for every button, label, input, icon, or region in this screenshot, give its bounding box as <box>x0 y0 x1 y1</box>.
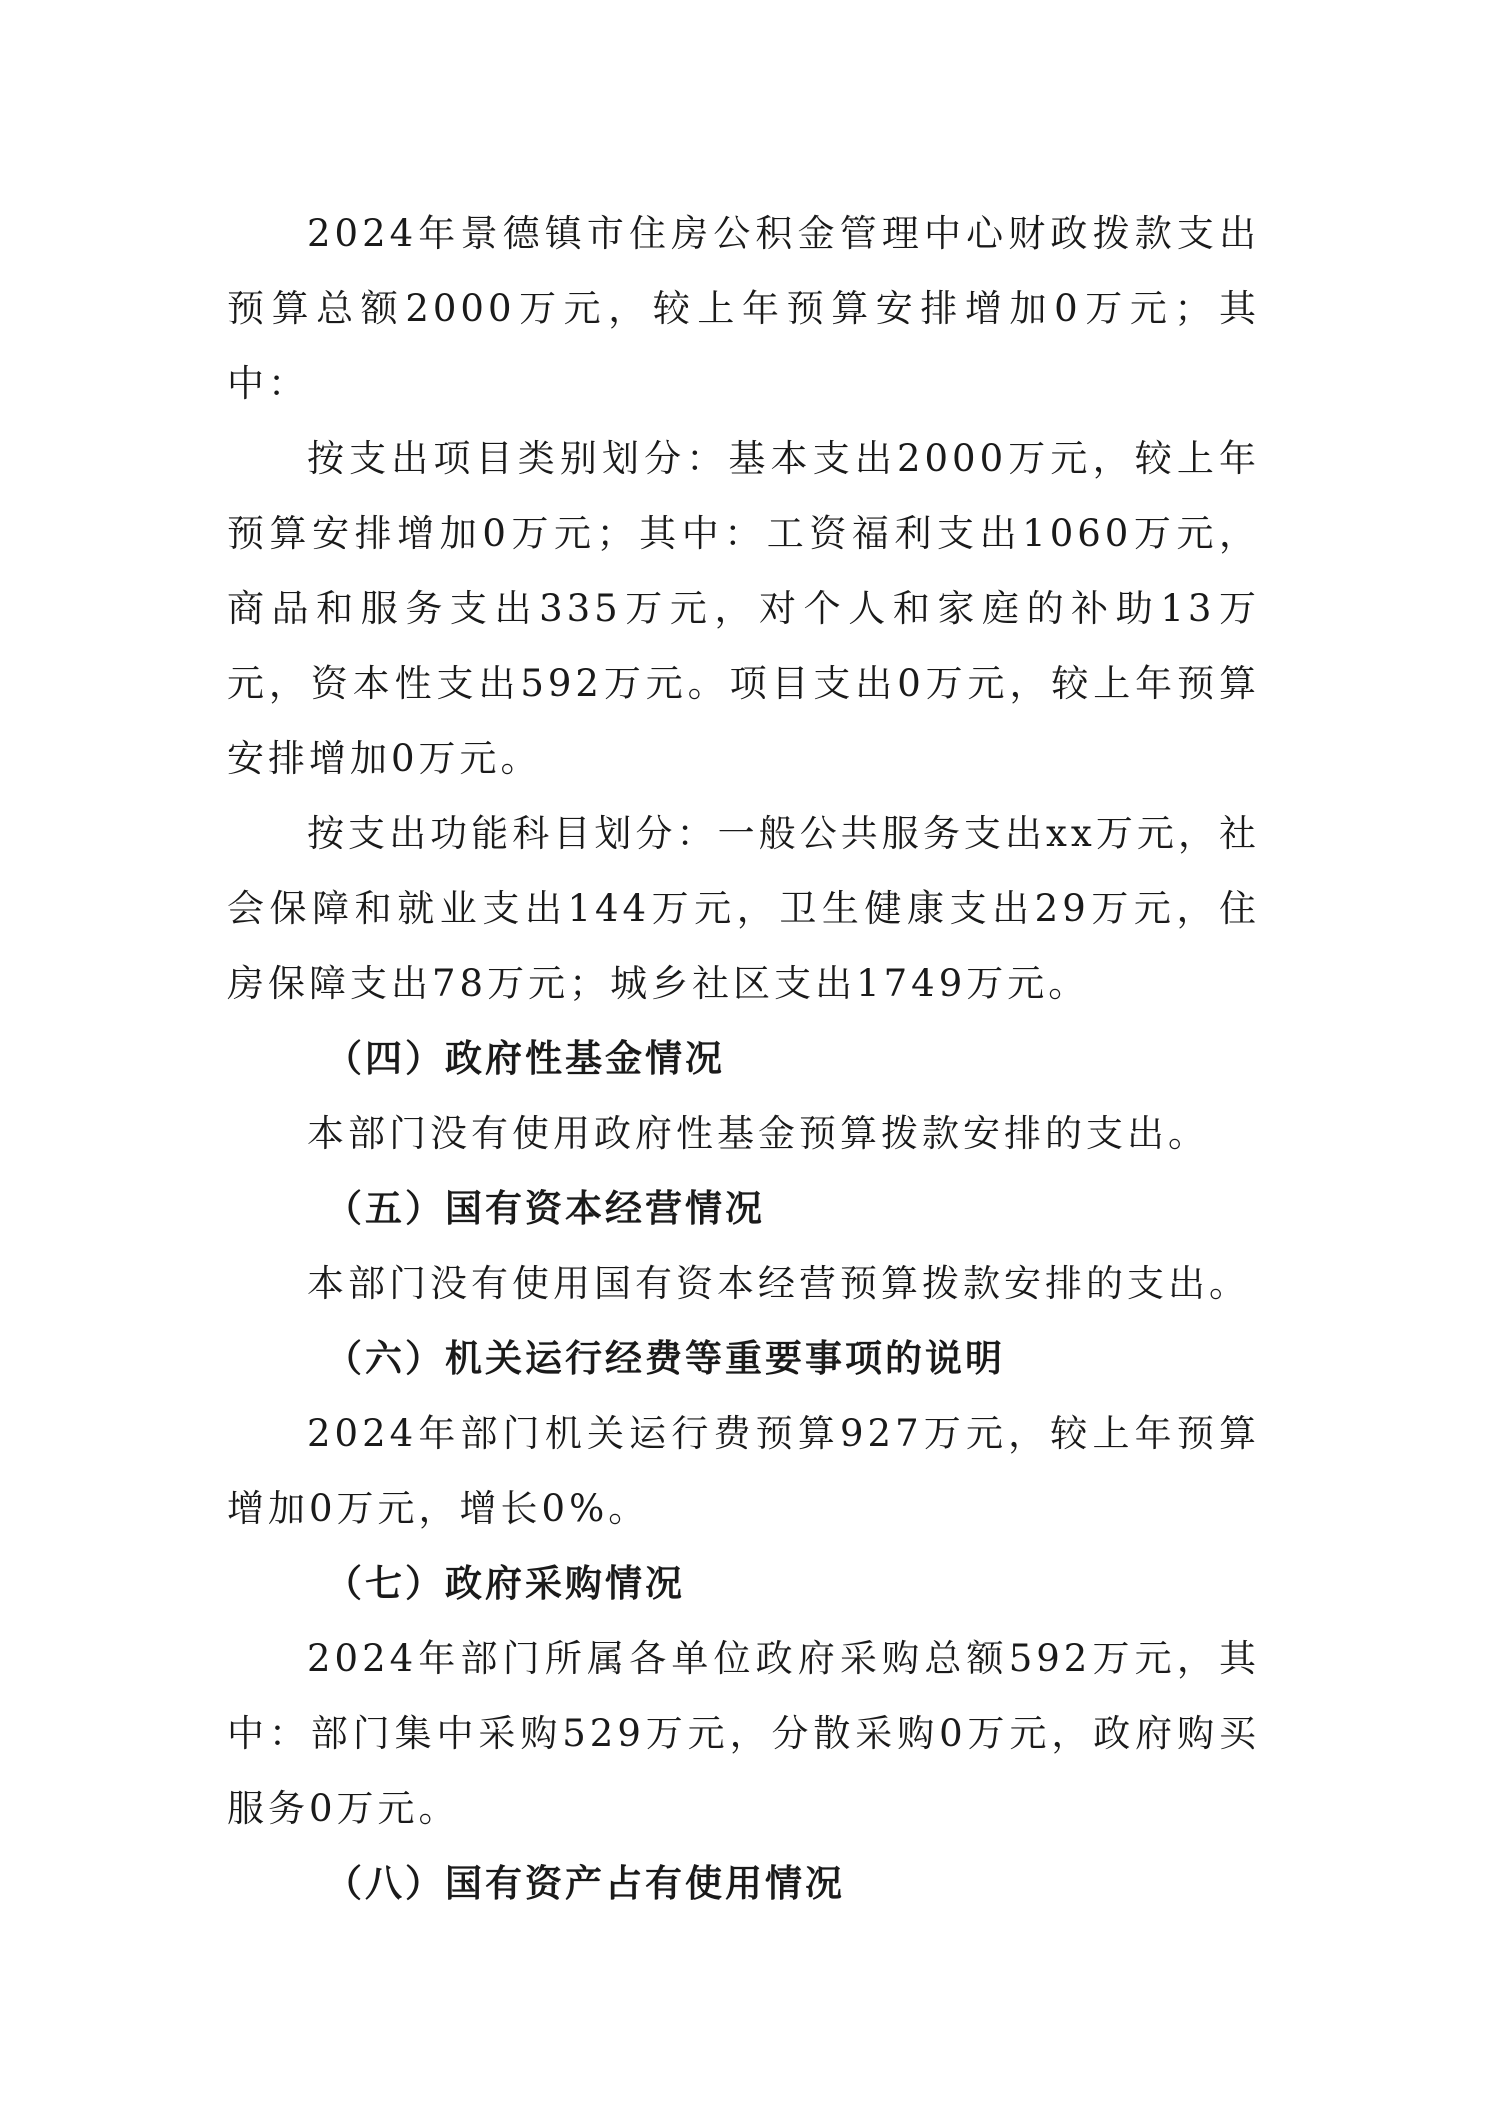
state-capital-paragraph: 本部门没有使用国有资本经营预算拨款安排的支出。 <box>307 1262 1250 1305</box>
operating-costs-paragraph: 2024年部门机关运行费预算927万元，较上年预算增加0万元，增长0%。 <box>227 1412 1260 1530</box>
section-heading-procurement: （七）政府采购情况 <box>325 1561 685 1605</box>
document-page <box>227 196 1260 1921</box>
expenditure-by-category-paragraph: 按支出项目类别划分：基本支出2000万元，较上年预算安排增加0万元；其中：工资福利支出1060万元，商品和服务支出335万元，对个人和家庭的补助13万元，资本性支出592万元。项目支出0万元，较上年预算安排增加0万元。 <box>227 437 1260 780</box>
section-heading-operating-costs: （六）机关运行经费等重要事项的说明 <box>325 1336 1005 1380</box>
section-heading-state-capital: （五）国有资本经营情况 <box>325 1186 765 1230</box>
expenditure-by-function-paragraph: 按支出功能科目划分：一般公共服务支出xx万元，社会保障和就业支出144万元，卫生健康支出29万元，住房保障支出78万元；城乡社区支出1749万元。 <box>227 812 1260 1005</box>
government-funds-paragraph: 本部门没有使用政府性基金预算拨款安排的支出。 <box>307 1112 1209 1155</box>
budget-total-paragraph: 2024年景德镇市住房公积金管理中心财政拨款支出预算总额2000万元，较上年预算安排增加0万元；其中： <box>227 212 1260 405</box>
section-heading-state-assets: （八）国有资产占有使用情况 <box>325 1861 845 1905</box>
section-heading-government-funds: （四）政府性基金情况 <box>325 1036 725 1080</box>
procurement-paragraph: 2024年部门所属各单位政府采购总额592万元，其中：部门集中采购529万元，分散采购0万元，政府购买服务0万元。 <box>227 1637 1260 1830</box>
